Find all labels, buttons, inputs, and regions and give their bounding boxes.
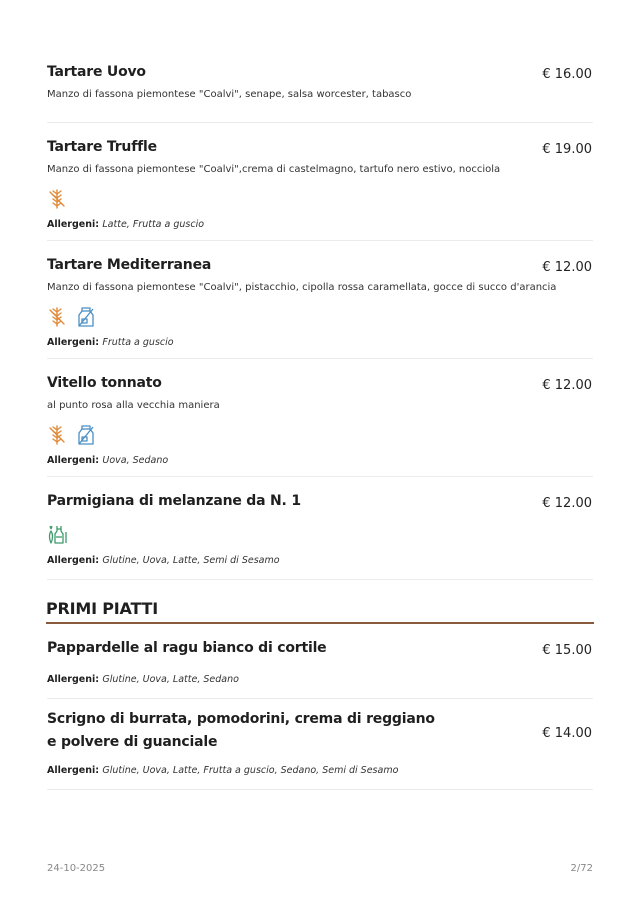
diet-icons xyxy=(47,423,593,447)
allergens-list: Uova, Sedano xyxy=(102,455,169,466)
diet-icons xyxy=(47,305,593,329)
item-name: Tartare Mediterranea xyxy=(47,257,212,273)
menu-item xyxy=(47,708,593,790)
allergens-list: Latte, Frutta a guscio xyxy=(102,219,205,230)
allergens-list: Glutine, Uova, Latte, Sedano xyxy=(102,674,239,685)
gluten-free-icon xyxy=(47,188,67,210)
gluten-free-icon xyxy=(47,306,67,328)
allergens-line xyxy=(47,765,593,776)
allergens-label: Allergeni: xyxy=(47,219,103,230)
menu-item xyxy=(47,637,593,699)
allergens-label: Allergeni: xyxy=(47,337,103,348)
allergens-line xyxy=(47,219,593,230)
item-price: € 12.00 xyxy=(542,378,592,393)
lactose-free-icon xyxy=(76,306,96,328)
allergens-list: Glutine, Uova, Latte, Semi di Sesamo xyxy=(102,555,280,566)
item-description: Manzo di fassona piemontese "Coalvi", senape, salsa worcester, tabasco xyxy=(47,89,412,100)
item-price: € 16.00 xyxy=(542,67,592,82)
allergens-label: Allergeni: xyxy=(47,765,103,776)
allergens-list: Frutta a guscio xyxy=(102,337,174,348)
allergens-line xyxy=(47,674,593,685)
menu-item xyxy=(47,61,593,123)
footer-date: 24-10-2025 xyxy=(47,863,106,874)
gluten-free-icon xyxy=(47,424,67,446)
footer-page-number: 2/72 xyxy=(570,863,593,874)
menu-item xyxy=(47,372,593,477)
section-title: PRIMI PIATTI xyxy=(46,599,594,624)
item-name: Vitello tonnato xyxy=(47,375,162,391)
item-price: € 15.00 xyxy=(542,643,592,658)
menu-item xyxy=(47,136,593,241)
item-price: € 12.00 xyxy=(542,496,592,511)
item-description: al punto rosa alla vecchia maniera xyxy=(47,400,220,411)
item-name: Scrigno di burrata, pomodorini, crema di reggiano e polvere di guanciale xyxy=(47,711,435,750)
allergens-list: Glutine, Uova, Latte, Frutta a guscio, Sedano, Semi di Sesamo xyxy=(102,765,399,776)
item-description: Manzo di fassona piemontese "Coalvi",crema di castelmagno, tartufo nero estivo, nocciola xyxy=(47,164,501,175)
allergens-line xyxy=(47,455,593,466)
item-name: Parmigiana di melanzane da N. 1 xyxy=(47,493,301,509)
item-description: Manzo di fassona piemontese "Coalvi", pistacchio, cipolla rossa caramellata, gocce di succo d'arancia xyxy=(47,282,557,293)
diet-icons xyxy=(47,522,593,546)
item-price: € 19.00 xyxy=(542,142,592,157)
menu-item xyxy=(47,254,593,359)
allergens-line xyxy=(47,337,593,348)
item-name: Pappardelle al ragu bianco di cortile xyxy=(47,640,327,656)
lactose-free-icon xyxy=(76,424,96,446)
menu-item xyxy=(47,490,593,580)
allergens-label: Allergeni: xyxy=(47,555,103,566)
item-name: Tartare Truffle xyxy=(47,139,157,155)
item-price: € 12.00 xyxy=(542,260,592,275)
allergens-label: Allergeni: xyxy=(47,674,103,685)
vegetarian-icon xyxy=(47,523,69,545)
allergens-line xyxy=(47,555,593,566)
item-name: Tartare Uovo xyxy=(47,64,146,80)
diet-icons xyxy=(47,187,593,211)
allergens-label: Allergeni: xyxy=(47,455,103,466)
item-price: € 14.00 xyxy=(542,726,592,741)
